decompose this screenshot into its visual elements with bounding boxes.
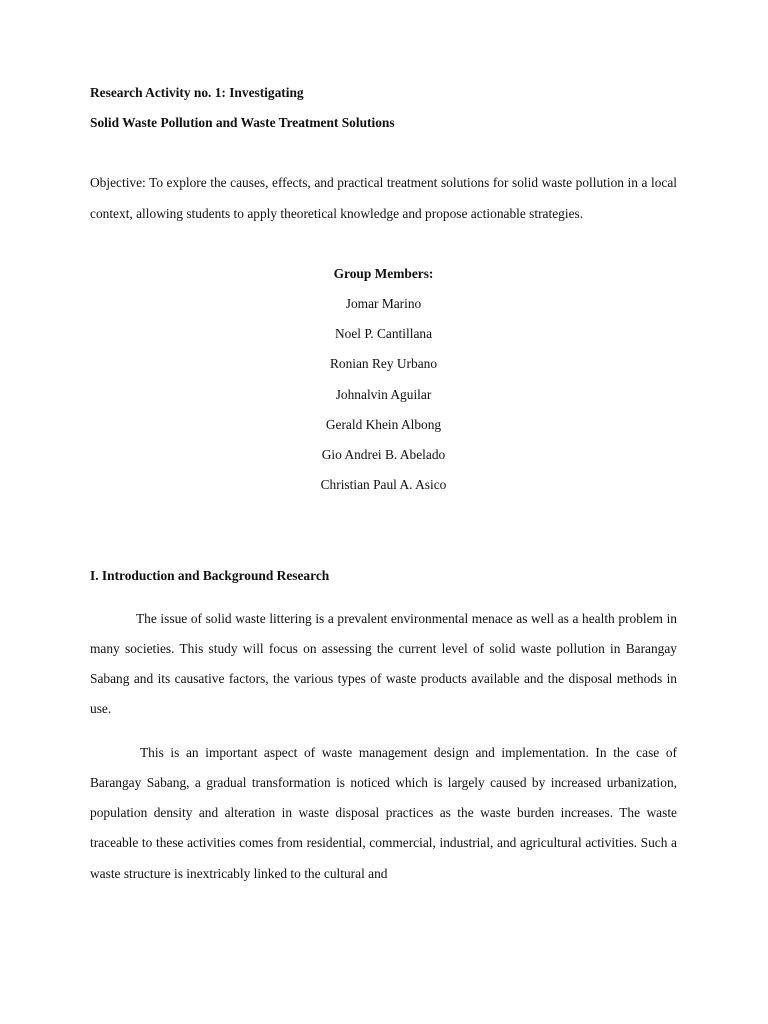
member-name: Johnalvin Aguilar [335, 386, 432, 402]
member-name: Christian Paul A. Asico [320, 477, 447, 493]
objective-paragraph: Objective: To explore the causes, effects, and practical treatment solutions for solid waste pollution in a local context, allowing students to apply theoretical knowledge and propose actionable strategies. [90, 175, 677, 221]
body-paragraph: This is an important aspect of waste management design and implementation. In the case of Barangay Sabang, a gradual transformation is noticed which is largely caused by increased urbanization, population density and alteration in waste disposal practices as the waste burden increases. The waste traceable to these activities comes from residential, commercial, industrial, and agricultural activities. Such a waste structure is inextricably linked to the cultural and [90, 744, 677, 881]
member-name: Noel P. Cantillana [334, 326, 433, 342]
members-heading: Group Members: [333, 265, 434, 281]
document-subtitle: Solid Waste Pollution and Waste Treatment Solutions [90, 115, 395, 131]
document-title: Research Activity no. 1: Investigating [90, 85, 304, 100]
group-members [90, 259, 677, 501]
document-body [90, 78, 677, 902]
member-name: Ronian Rey Urbano [329, 356, 438, 372]
member-name: Jomar Marino [345, 296, 422, 312]
member-name: Gerald Khein Albong [325, 416, 442, 432]
member-name: Gio Andrei B. Abelado [321, 447, 446, 463]
section-heading: I. Introduction and Background Research [90, 568, 330, 584]
body-paragraph: The issue of solid waste littering is a prevalent environmental menace as well as a health problem in many societies. This study will focus on assessing the current level of solid waste pollution in Barangay Sabang and its causative factors, the various types of waste products available and the disposal methods in use. [90, 610, 677, 717]
